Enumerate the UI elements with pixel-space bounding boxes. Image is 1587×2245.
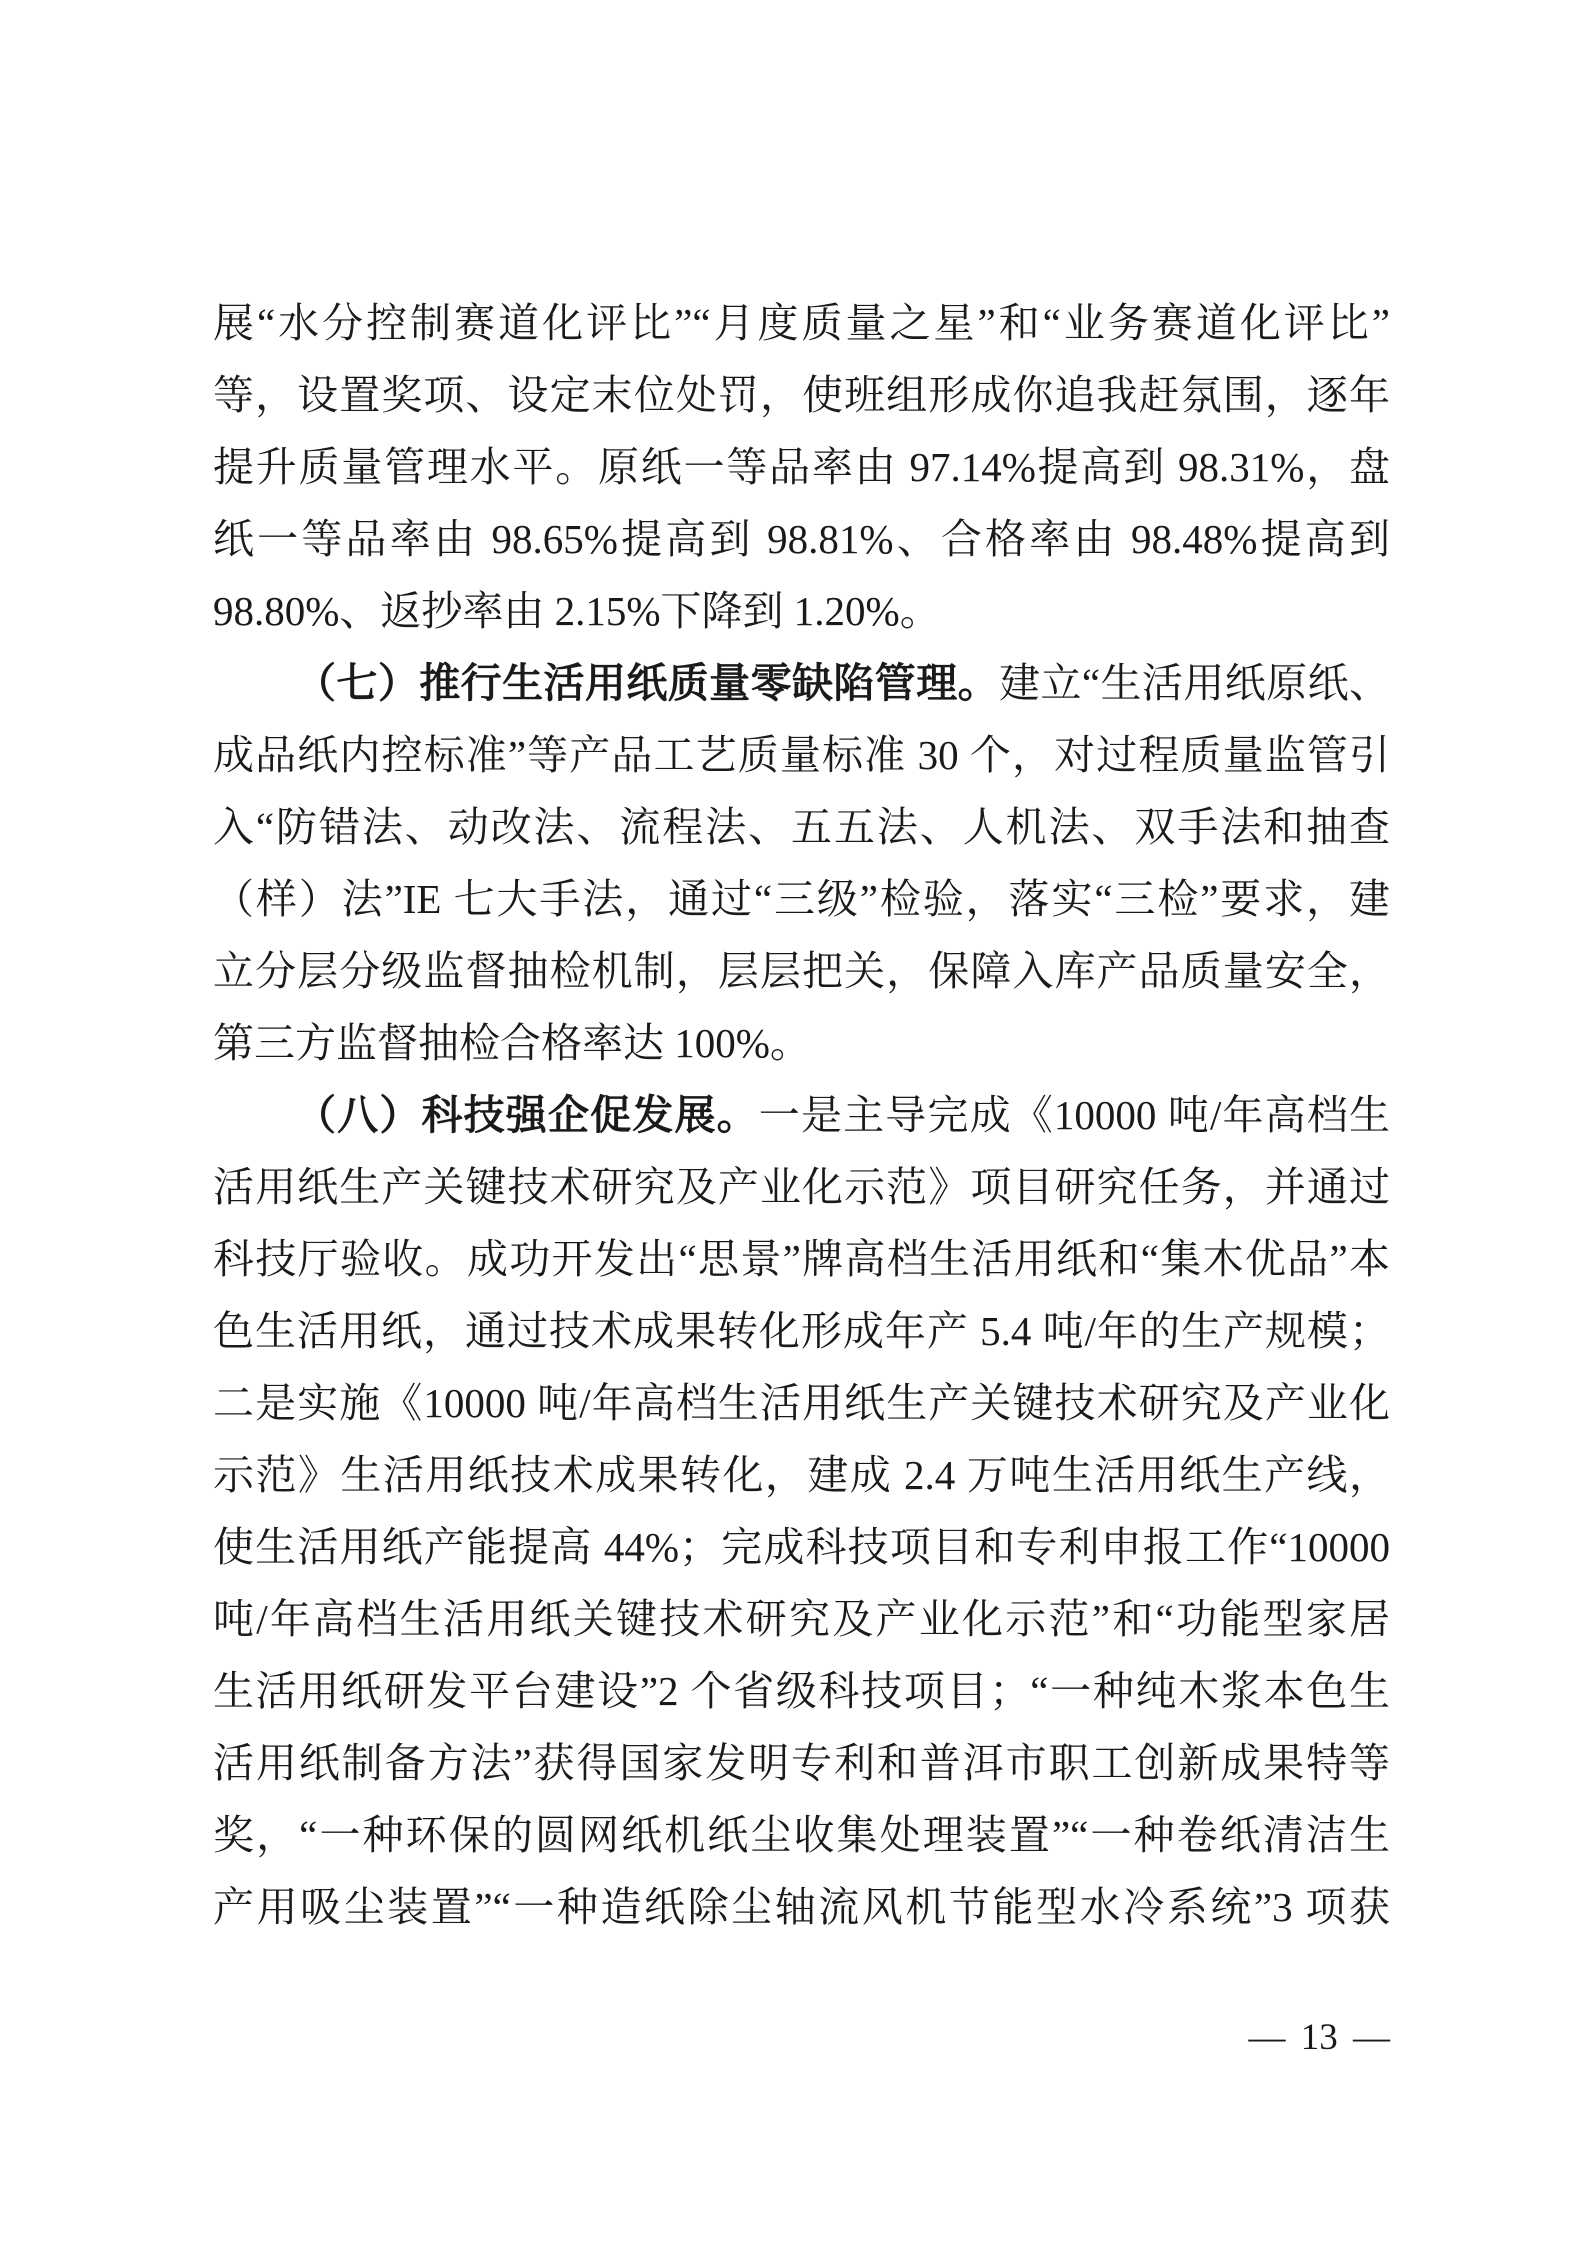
text-line [213, 503, 1390, 575]
text-line [213, 1583, 1390, 1655]
line-text: 产用吸尘装置”“一种造纸除尘轴流风机节能型水冷系统”3 项获 [213, 1884, 1390, 1930]
text-line [213, 359, 1390, 431]
line-text: 活用纸生产关键技术研究及产业化示范》项目研究任务，并通过 [213, 1164, 1390, 1210]
line-text: 第三方监督抽检合格率达 100%。 [213, 1020, 811, 1066]
text-line [213, 935, 1390, 1007]
line-text: 吨/年高档生活用纸关键技术研究及产业化示范”和“功能型家居 [213, 1596, 1390, 1642]
text-line [213, 287, 1390, 359]
text-line [213, 719, 1390, 791]
text-line [213, 1871, 1390, 1943]
line-text: 建立“生活用纸原纸、 [999, 660, 1390, 706]
text-line [213, 647, 1390, 719]
text-line [213, 1223, 1390, 1295]
line-text: 二是实施《10000 吨/年高档生活用纸生产关键技术研究及产业化 [213, 1380, 1390, 1426]
text-line [213, 791, 1390, 863]
line-text: 展“水分控制赛道化评比”“月度质量之星”和“业务赛道化评比” [213, 300, 1390, 346]
line-text: 科技厅验收。成功开发出“思景”牌高档生活用纸和“集木优品”本 [213, 1236, 1390, 1282]
text-line [213, 1151, 1390, 1223]
document-body [213, 287, 1390, 1943]
line-text: 入“防错法、动改法、流程法、五五法、人机法、双手法和抽查 [213, 804, 1390, 850]
line-text: 使生活用纸产能提高 44%；完成科技项目和专利申报工作“10000 [213, 1524, 1390, 1570]
line-text: 98.80%、返抄率由 2.15%下降到 1.20%。 [213, 588, 941, 634]
text-line [213, 1007, 1390, 1079]
line-text: 等，设置奖项、设定末位处罚，使班组形成你追我赶氛围，逐年 [213, 372, 1390, 418]
text-line [213, 575, 1390, 647]
text-line [213, 1295, 1390, 1367]
text-line [213, 1799, 1390, 1871]
line-text: 活用纸制备方法”获得国家发明专利和普洱市职工创新成果特等 [213, 1740, 1390, 1786]
text-line [213, 863, 1390, 935]
text-line [213, 1367, 1390, 1439]
text-line [213, 1655, 1390, 1727]
line-text: 立分层分级监督抽检机制，层层把关，保障入库产品质量安全， [213, 948, 1390, 994]
line-text: 示范》生活用纸技术成果转化，建成 2.4 万吨生活用纸生产线， [213, 1452, 1390, 1498]
line-text: 提升质量管理水平。原纸一等品率由 97.14%提高到 98.31%，盘 [213, 444, 1390, 490]
section-heading: （八）科技强企促发展。 [295, 1092, 759, 1138]
line-text: 成品纸内控标准”等产品工艺质量标准 30 个，对过程质量监管引 [213, 732, 1390, 778]
line-text: （样）法”IE 七大手法，通过“三级”检验，落实“三检”要求，建 [213, 876, 1390, 922]
line-text: 生活用纸研发平台建设”2 个省级科技项目；“一种纯木浆本色生 [213, 1668, 1390, 1714]
text-line [213, 1727, 1390, 1799]
text-line [213, 1511, 1390, 1583]
line-text: 一是主导完成《10000 吨/年高档生 [758, 1092, 1390, 1138]
section-heading: （七）推行生活用纸质量零缺陷管理。 [295, 660, 1000, 706]
text-line [213, 431, 1390, 503]
page-number: — 13 — [1248, 2017, 1390, 2058]
text-line [213, 1079, 1390, 1151]
line-text: 纸一等品率由 98.65%提高到 98.81%、合格率由 98.48%提高到 [213, 516, 1390, 562]
line-text: 奖，“一种环保的圆网纸机纸尘收集处理装置”“一种卷纸清洁生 [213, 1812, 1390, 1858]
text-line [213, 1439, 1390, 1511]
line-text: 色生活用纸，通过技术成果转化形成年产 5.4 吨/年的生产规模； [213, 1308, 1390, 1354]
